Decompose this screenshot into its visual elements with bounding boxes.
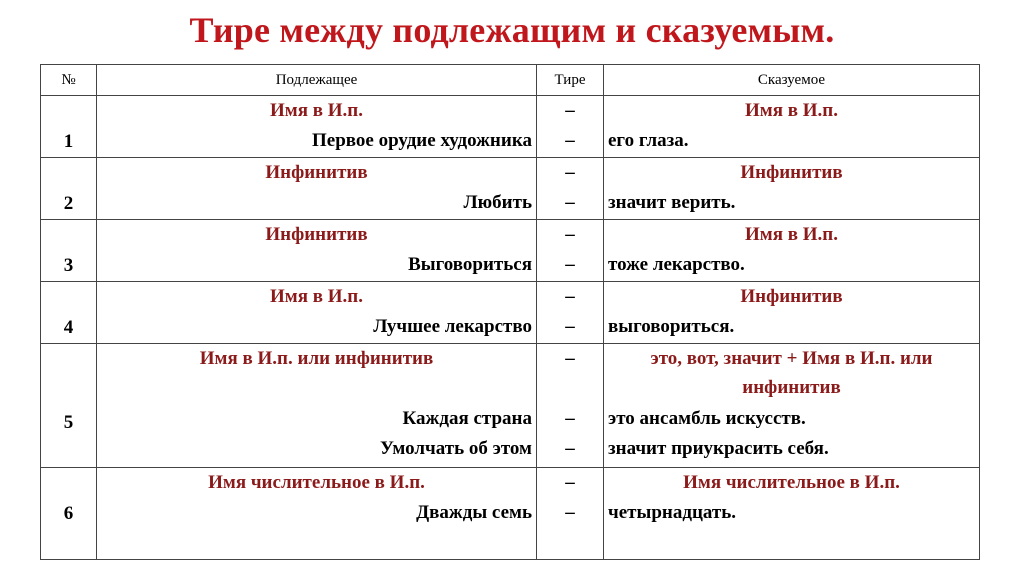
predicate-type: Имя в И.п.: [745, 100, 838, 121]
table-row: [41, 344, 980, 468]
subject-example: Каждая страна: [402, 408, 532, 429]
dash-cell: [537, 158, 604, 220]
subject-example: Выговориться: [408, 254, 532, 275]
header-subject: Подлежащее: [97, 65, 537, 96]
dash-cell: [537, 96, 604, 158]
type-dash: –: [565, 348, 575, 369]
subject-cell: [97, 96, 537, 158]
table-row: [41, 282, 980, 344]
header-number: №: [41, 65, 97, 96]
example-dash: –: [565, 408, 575, 429]
header-dash: Тире: [537, 65, 604, 96]
example-dash: –: [565, 502, 575, 523]
type-dash: –: [565, 224, 575, 245]
type-dash: –: [565, 100, 575, 121]
row-number: 4: [41, 282, 97, 344]
example-dash: –: [565, 316, 575, 337]
table-row: [41, 158, 980, 220]
table-row: [41, 220, 980, 282]
row-number: 3: [41, 220, 97, 282]
dash-cell: [537, 468, 604, 560]
table-row: [41, 96, 980, 158]
predicate-type: Имя в И.п.: [745, 224, 838, 245]
predicate-type: Инфинитив: [740, 286, 843, 307]
example-dash: –: [565, 130, 575, 151]
row-number: [41, 344, 97, 468]
row-number-label: 5: [63, 411, 74, 433]
dash-cell: [537, 344, 604, 468]
type-dash: –: [565, 286, 575, 307]
table-header-row: [41, 65, 980, 96]
subject-example: Лучшее лекарство: [373, 316, 532, 337]
subject-type: Имя в И.п.: [270, 100, 363, 121]
predicate-cell: [604, 282, 980, 344]
predicate-example: четырнадцать.: [608, 502, 737, 523]
row-number: 6: [41, 468, 97, 560]
predicate-example: тоже лекарство.: [608, 254, 745, 275]
subject-cell: [97, 282, 537, 344]
predicate-type: Инфинитив: [740, 162, 843, 183]
subject-example: Умолчать об этом: [380, 438, 532, 459]
dash-cell: [537, 220, 604, 282]
predicate-type: это, вот, значит + Имя в И.п. или инфинитив: [650, 348, 933, 398]
predicate-example: это ансамбль искусств.: [608, 408, 806, 429]
subject-type: Имя в И.п.: [270, 286, 363, 307]
subject-cell: [97, 220, 537, 282]
subject-cell: [97, 158, 537, 220]
row-number: 1: [41, 96, 97, 158]
type-dash: –: [565, 162, 575, 183]
predicate-cell: [604, 468, 980, 560]
type-dash: –: [565, 472, 575, 493]
predicate-example: значит приукрасить себя.: [608, 438, 829, 459]
predicate-example: его глаза.: [608, 130, 689, 151]
example-dash: –: [565, 192, 575, 213]
header-predicate: Сказуемое: [604, 65, 980, 96]
predicate-example: значит верить.: [608, 192, 736, 213]
example-dash: –: [565, 254, 575, 275]
subject-type: Имя в И.п. или инфинитив: [199, 348, 434, 369]
subject-type: Имя числительное в И.п.: [208, 472, 425, 493]
table-row: [41, 468, 980, 560]
page-title: Тире между подлежащим и сказуемым.: [189, 10, 835, 50]
dash-cell: [537, 282, 604, 344]
rules-table: [40, 64, 980, 560]
subject-example: Любить: [463, 192, 532, 213]
predicate-cell: [604, 344, 980, 468]
predicate-example: выговориться.: [608, 316, 735, 337]
predicate-cell: [604, 158, 980, 220]
row-number: 2: [41, 158, 97, 220]
predicate-type: Имя числительное в И.п.: [683, 472, 900, 493]
subject-cell: [97, 344, 537, 468]
subject-type: Инфинитив: [265, 162, 368, 183]
subject-example: Первое орудие художника: [311, 130, 532, 151]
subject-cell: [97, 468, 537, 560]
subject-type: Инфинитив: [265, 224, 368, 245]
predicate-cell: [604, 220, 980, 282]
subject-example: Дважды семь: [416, 502, 532, 523]
predicate-cell: [604, 96, 980, 158]
example-dash: –: [565, 438, 575, 459]
